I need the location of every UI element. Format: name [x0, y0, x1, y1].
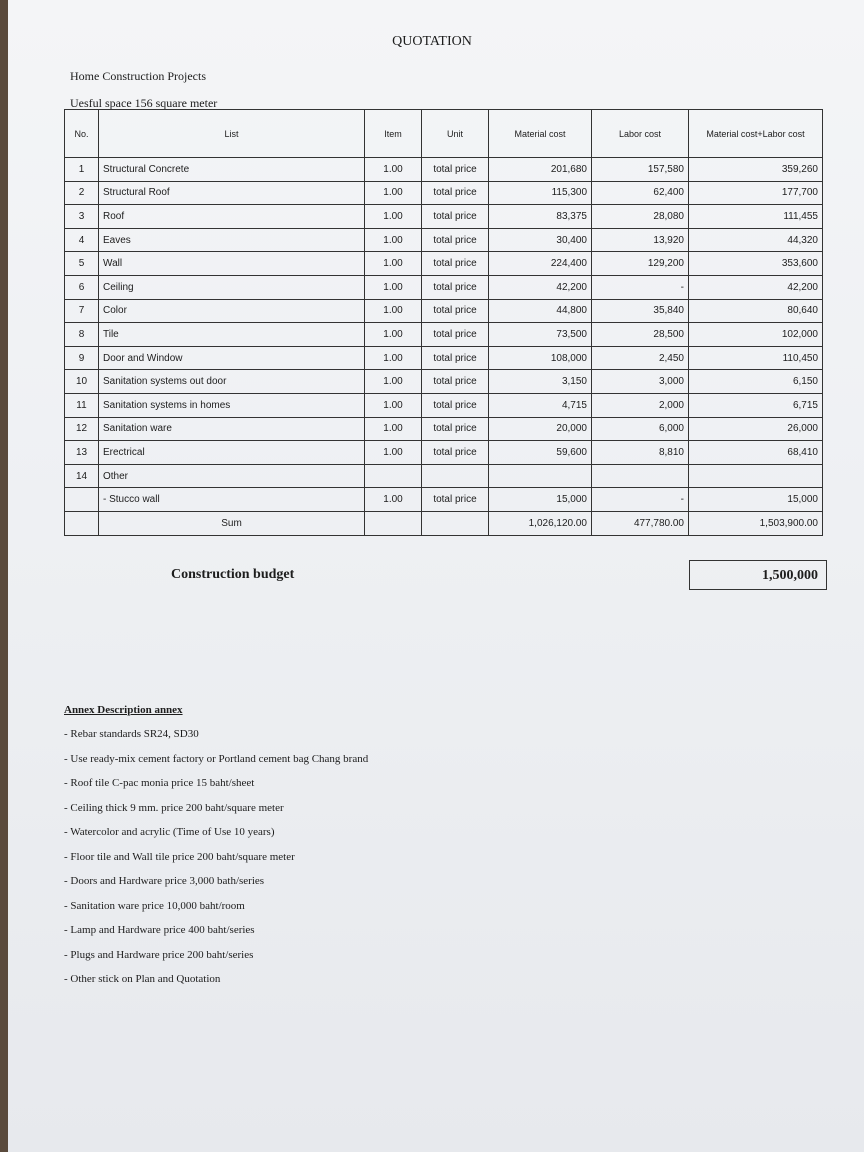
- cell-unit: [422, 464, 489, 488]
- cell-total-cost: 15,000: [689, 488, 823, 512]
- cell-material-cost: 20,000: [489, 417, 592, 441]
- annex-item: - Use ready-mix cement factory or Portland cement bag Chang brand: [64, 752, 369, 765]
- table-row: [65, 323, 823, 347]
- cell-material-cost: 201,680: [489, 158, 592, 182]
- cell-material-cost: 224,400: [489, 252, 592, 276]
- construction-budget-label: Construction budget: [171, 567, 295, 582]
- cell-no: 14: [65, 464, 99, 488]
- useful-space: Uesful space 156 square meter: [70, 96, 218, 110]
- table-row: [65, 393, 823, 417]
- cell-item: 1.00: [365, 346, 422, 370]
- annex-item: - Plugs and Hardware price 200 baht/series: [64, 948, 254, 961]
- annex-item: - Sanitation ware price 10,000 baht/room: [64, 899, 245, 912]
- cell-labor-cost: 2,450: [592, 346, 689, 370]
- cell-list: Structural Concrete: [99, 158, 365, 182]
- annex-item: - Rebar standards SR24, SD30: [64, 728, 199, 740]
- cell-total-cost: 6,150: [689, 370, 823, 394]
- table-row: [65, 370, 823, 394]
- annex-item: - Watercolor and acrylic (Time of Use 10 years): [64, 826, 275, 838]
- cell-material-cost: 108,000: [489, 346, 592, 370]
- cell-list: - Stucco wall: [99, 488, 365, 512]
- cell-unit: [422, 511, 489, 535]
- cell-unit: total price: [422, 488, 489, 512]
- annex-list: [64, 727, 368, 997]
- cell-no: [65, 511, 99, 535]
- cell-item: [365, 511, 422, 535]
- cell-list: Wall: [99, 252, 365, 276]
- cell-total-cost: 111,455: [689, 205, 823, 229]
- cell-list: Sanitation ware: [99, 417, 365, 441]
- table-row: [65, 158, 823, 182]
- cell-unit: total price: [422, 370, 489, 394]
- cell-list: Eaves: [99, 228, 365, 252]
- table-row: [65, 205, 823, 229]
- cell-no: 1: [65, 158, 99, 182]
- cell-unit: total price: [422, 299, 489, 323]
- cell-material-cost: 42,200: [489, 275, 592, 299]
- cell-item: 1.00: [365, 370, 422, 394]
- cell-item: 1.00: [365, 488, 422, 512]
- cell-item: 1.00: [365, 299, 422, 323]
- cell-material-cost: 73,500: [489, 323, 592, 347]
- cell-item: [365, 464, 422, 488]
- cell-list: Roof: [99, 205, 365, 229]
- cell-total-cost: 68,410: [689, 441, 823, 465]
- table-sum-row: [65, 511, 823, 535]
- cell-labor-cost: 28,500: [592, 323, 689, 347]
- table-row: [65, 464, 823, 488]
- annex-item: - Other stick on Plan and Quotation: [64, 973, 221, 985]
- cell-item: 1.00: [365, 417, 422, 441]
- cell-labor-cost: -: [592, 488, 689, 512]
- cell-list: Tile: [99, 323, 365, 347]
- cell-no: 8: [65, 323, 99, 347]
- cell-material-cost: 3,150: [489, 370, 592, 394]
- cell-item: 1.00: [365, 181, 422, 205]
- cell-list: Other: [99, 464, 365, 488]
- cell-list: Ceiling: [99, 275, 365, 299]
- cell-material-cost: 30,400: [489, 228, 592, 252]
- cell-item: 1.00: [365, 228, 422, 252]
- cell-total-cost: 353,600: [689, 252, 823, 276]
- cell-material-cost: 15,000: [489, 488, 592, 512]
- cell-unit: total price: [422, 346, 489, 370]
- cell-unit: total price: [422, 181, 489, 205]
- cell-total-cost: 6,715: [689, 393, 823, 417]
- cell-unit: total price: [422, 441, 489, 465]
- header-labor-cost: Labor cost: [592, 110, 689, 158]
- cell-no: 13: [65, 441, 99, 465]
- header-item: Item: [365, 110, 422, 158]
- cell-unit: total price: [422, 205, 489, 229]
- cell-item: 1.00: [365, 252, 422, 276]
- cell-total-cost: 80,640: [689, 299, 823, 323]
- cell-unit: total price: [422, 275, 489, 299]
- cell-no: [65, 488, 99, 512]
- cell-total-cost: 102,000: [689, 323, 823, 347]
- table-row: [65, 441, 823, 465]
- construction-budget-value: 1,500,000: [689, 560, 827, 590]
- cell-material-cost: [489, 464, 592, 488]
- cell-item: 1.00: [365, 275, 422, 299]
- cell-labor-cost: 129,200: [592, 252, 689, 276]
- cell-no: 12: [65, 417, 99, 441]
- cell-total-cost: 110,450: [689, 346, 823, 370]
- annex-item: - Roof tile C-pac monia price 15 baht/sheet: [64, 777, 255, 789]
- cell-unit: total price: [422, 158, 489, 182]
- cell-list: Erectrical: [99, 441, 365, 465]
- header-unit: Unit: [422, 110, 489, 158]
- header-list: List: [99, 110, 365, 158]
- cell-material-cost: 115,300: [489, 181, 592, 205]
- document-title: QUOTATION: [392, 34, 472, 49]
- header-no: No.: [65, 110, 99, 158]
- table-row: [65, 346, 823, 370]
- cell-material-cost: 44,800: [489, 299, 592, 323]
- cell-item: 1.00: [365, 205, 422, 229]
- cell-labor-cost: [592, 464, 689, 488]
- table-header-row: [65, 110, 823, 158]
- sum-material-cost: 1,026,120.00: [489, 511, 592, 535]
- cell-no: 9: [65, 346, 99, 370]
- table-row: [65, 417, 823, 441]
- table-row: [65, 299, 823, 323]
- cell-no: 5: [65, 252, 99, 276]
- cell-item: 1.00: [365, 158, 422, 182]
- cell-unit: total price: [422, 228, 489, 252]
- cell-material-cost: 4,715: [489, 393, 592, 417]
- cell-labor-cost: 6,000: [592, 417, 689, 441]
- cell-item: 1.00: [365, 323, 422, 347]
- cell-no: 4: [65, 228, 99, 252]
- cell-no: 6: [65, 275, 99, 299]
- annex-title: Annex Description annex: [64, 704, 183, 716]
- cell-labor-cost: -: [592, 275, 689, 299]
- cell-total-cost: 359,260: [689, 158, 823, 182]
- sum-labor-cost: 477,780.00: [592, 511, 689, 535]
- table-row: [65, 488, 823, 512]
- cell-unit: total price: [422, 417, 489, 441]
- cell-no: 7: [65, 299, 99, 323]
- cell-labor-cost: 3,000: [592, 370, 689, 394]
- cell-labor-cost: 28,080: [592, 205, 689, 229]
- cell-unit: total price: [422, 323, 489, 347]
- header-total-cost: Material cost+Labor cost: [689, 110, 823, 158]
- sum-label: Sum: [99, 511, 365, 535]
- cell-total-cost: 42,200: [689, 275, 823, 299]
- cell-list: Structural Roof: [99, 181, 365, 205]
- cell-labor-cost: 62,400: [592, 181, 689, 205]
- cell-unit: total price: [422, 252, 489, 276]
- annex-item: - Ceiling thick 9 mm. price 200 baht/square meter: [64, 801, 284, 814]
- table-row: [65, 181, 823, 205]
- annex-item: - Doors and Hardware price 3,000 bath/series: [64, 875, 265, 887]
- cell-labor-cost: 157,580: [592, 158, 689, 182]
- cell-list: Sanitation systems out door: [99, 370, 365, 394]
- cell-item: 1.00: [365, 441, 422, 465]
- cell-no: 11: [65, 393, 99, 417]
- cell-list: Color: [99, 299, 365, 323]
- cell-material-cost: 59,600: [489, 441, 592, 465]
- table-row: [65, 228, 823, 252]
- cell-labor-cost: 2,000: [592, 393, 689, 417]
- table-row: [65, 275, 823, 299]
- cell-no: 3: [65, 205, 99, 229]
- cell-total-cost: 44,320: [689, 228, 823, 252]
- annex-item: - Lamp and Hardware price 400 baht/series: [64, 924, 255, 936]
- cell-unit: total price: [422, 393, 489, 417]
- project-name: Home Construction Projects: [70, 69, 206, 83]
- cell-total-cost: [689, 464, 823, 488]
- annex-item: - Floor tile and Wall tile price 200 baht/square meter: [64, 850, 295, 863]
- cell-labor-cost: 35,840: [592, 299, 689, 323]
- cell-labor-cost: 13,920: [592, 228, 689, 252]
- cell-labor-cost: 8,810: [592, 441, 689, 465]
- cell-total-cost: 177,700: [689, 181, 823, 205]
- cell-no: 2: [65, 181, 99, 205]
- cell-no: 10: [65, 370, 99, 394]
- table-row: [65, 252, 823, 276]
- sum-total-cost: 1,503,900.00: [689, 511, 823, 535]
- cell-item: 1.00: [365, 393, 422, 417]
- cell-list: Sanitation systems in homes: [99, 393, 365, 417]
- quotation-table: [64, 109, 823, 536]
- cell-total-cost: 26,000: [689, 417, 823, 441]
- cell-material-cost: 83,375: [489, 205, 592, 229]
- cell-list: Door and Window: [99, 346, 365, 370]
- header-material-cost: Material cost: [489, 110, 592, 158]
